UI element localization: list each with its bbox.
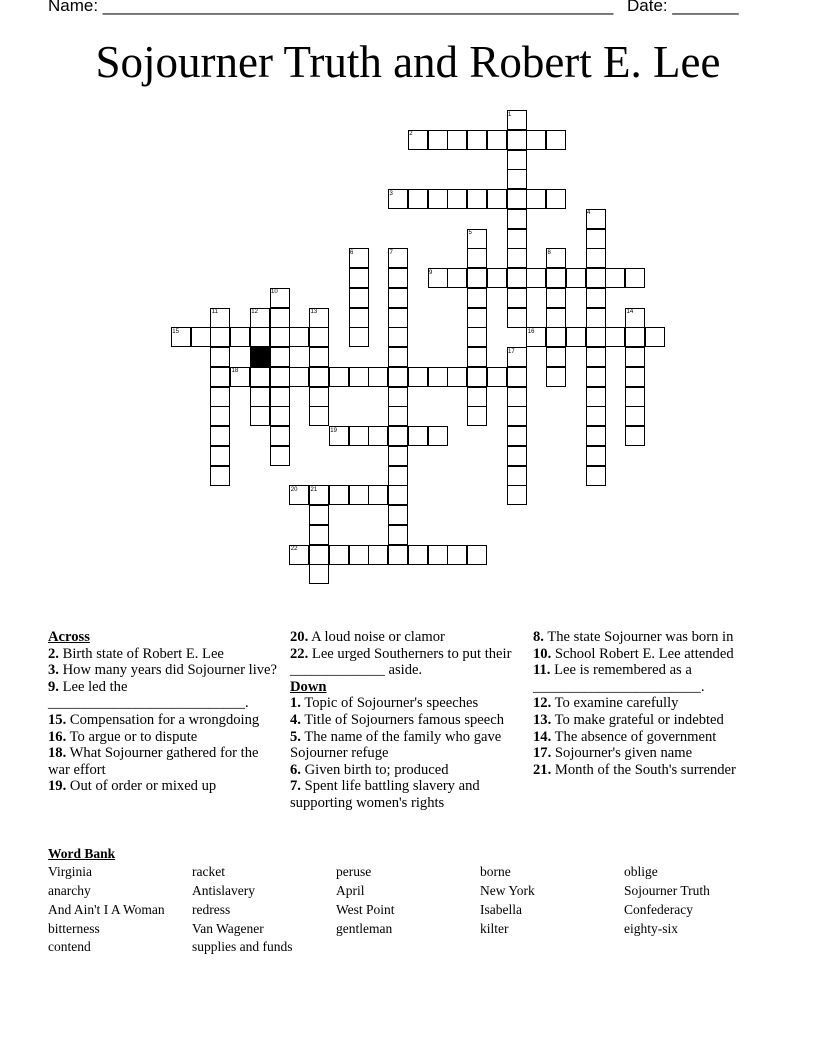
crossword-cell[interactable] <box>388 505 408 525</box>
clue-number-11: 11 <box>211 309 218 315</box>
crossword-cell[interactable] <box>507 130 527 150</box>
crossword-cell[interactable] <box>586 367 606 387</box>
crossword-cell[interactable] <box>428 189 448 209</box>
clue-number-15: 15 <box>172 328 179 335</box>
clue-number-1: 1 <box>508 111 512 118</box>
clue-number-18: 18 <box>231 368 239 375</box>
crossword-cell[interactable] <box>349 327 369 347</box>
crossword-cell[interactable] <box>605 327 625 347</box>
crossword-cell[interactable] <box>270 426 290 446</box>
word-bank-item: redress <box>192 902 231 917</box>
clue-number-20: 20 <box>290 486 298 493</box>
crossword-cell[interactable] <box>270 406 290 426</box>
crossword-cell[interactable] <box>625 347 645 367</box>
crossword-cell[interactable] <box>210 387 230 407</box>
across-heading: Across <box>48 629 90 645</box>
crossword-cell[interactable] <box>487 189 507 209</box>
crossword-cell[interactable] <box>210 347 230 367</box>
clue-number-10: 10 <box>271 289 278 296</box>
crossword-cell[interactable] <box>250 367 270 387</box>
crossword-cell[interactable] <box>467 130 487 150</box>
crossword-cell[interactable] <box>507 466 527 486</box>
crossword-cell[interactable] <box>586 308 606 328</box>
crossword-cell[interactable] <box>507 189 527 209</box>
crossword-cell[interactable] <box>625 268 645 288</box>
crossword-cell[interactable] <box>408 367 428 387</box>
crossword-cell[interactable] <box>210 406 230 426</box>
crossword-cell[interactable] <box>388 426 408 446</box>
word-bank-item: And Ain't I A Woman <box>48 902 165 917</box>
crossword-cell[interactable] <box>250 327 270 347</box>
crossword-cell[interactable] <box>250 406 270 426</box>
crossword-cell[interactable] <box>645 327 665 347</box>
clue-number-19: 19 <box>330 427 337 434</box>
clue-down-7: 7. Spent life battling slavery and supporting women's rights <box>290 778 480 811</box>
word-bank-item: April <box>336 883 365 898</box>
crossword-cell[interactable] <box>447 367 467 387</box>
clue-across-9: 9. Lee led the ___________________________. <box>48 678 249 712</box>
crossword-cell[interactable] <box>526 268 546 288</box>
crossword-cell[interactable] <box>368 545 388 565</box>
crossword-cell[interactable] <box>349 367 369 387</box>
crossword-cell[interactable] <box>467 189 487 209</box>
crossword-cell[interactable] <box>586 229 606 249</box>
crossword-cell[interactable] <box>447 545 467 565</box>
crossword-cell[interactable] <box>546 189 566 209</box>
clue-across-20: 20. A loud noise or clamor <box>290 629 445 645</box>
clue-number-16: 16 <box>527 328 535 335</box>
clue-number-14: 14 <box>626 309 634 315</box>
clue-number-21: 21 <box>310 486 318 493</box>
crossword-cell[interactable] <box>309 347 329 367</box>
crossword-cell[interactable] <box>329 367 349 387</box>
word-bank-item: Virginia <box>48 864 92 879</box>
crossword-cell[interactable] <box>309 367 329 387</box>
crossword-cell[interactable] <box>546 288 566 308</box>
crossword-cell[interactable] <box>467 387 487 407</box>
word-bank-item: Antislavery <box>192 883 255 898</box>
clue-number-17: 17 <box>508 348 515 355</box>
crossword-cell[interactable] <box>546 327 566 347</box>
clue-down-5: 5. The name of the family who gave Sojourner refuge <box>290 728 502 762</box>
crossword-cell[interactable] <box>447 268 467 288</box>
clue-number-8: 8 <box>547 249 551 256</box>
word-bank-heading: Word Bank <box>48 846 116 861</box>
down-clues-column-3 <box>533 629 768 778</box>
word-bank-item: Van Wagener <box>192 921 264 936</box>
crossword-cell[interactable] <box>309 327 329 347</box>
crossword-cell[interactable] <box>507 406 527 426</box>
crossword-cell[interactable] <box>546 367 566 387</box>
crossword-cell[interactable] <box>586 268 606 288</box>
crossword-cell[interactable] <box>487 130 507 150</box>
name-field-label: Name: ______________________________________________________ <box>48 0 614 15</box>
crossword-cell[interactable] <box>270 327 290 347</box>
crossword-cell[interactable] <box>467 308 487 328</box>
crossword-cell[interactable] <box>625 327 645 347</box>
clue-across-18: 18. What Sojourner gathered for the war effort <box>48 745 259 778</box>
crossword-cell[interactable] <box>428 367 448 387</box>
crossword-cell[interactable] <box>329 545 349 565</box>
crossword-cell[interactable] <box>507 248 527 268</box>
crossword-cell[interactable] <box>388 347 408 367</box>
crossword-cell[interactable] <box>210 426 230 446</box>
clue-across-16: 16. To argue or to dispute <box>48 728 198 745</box>
word-bank-item: oblige <box>624 864 658 879</box>
crossword-cell[interactable] <box>566 268 586 288</box>
crossword-cell[interactable] <box>408 189 428 209</box>
crossword-cell[interactable] <box>526 189 546 209</box>
clue-number-6: 6 <box>350 249 354 256</box>
crossword-cell[interactable] <box>388 446 408 466</box>
crossword-cell[interactable] <box>388 525 408 545</box>
word-bank-item: borne <box>480 864 511 879</box>
crossword-cell[interactable] <box>250 387 270 407</box>
crossword-cell[interactable] <box>309 505 329 525</box>
crossword-cell[interactable] <box>388 268 408 288</box>
word-bank-item: West Point <box>336 902 395 917</box>
clue-number-5: 5 <box>468 230 472 236</box>
crossword-cell[interactable] <box>349 268 369 288</box>
clue-down-21: 21. Month of the South's surrender <box>533 761 736 778</box>
crossword-cell[interactable] <box>566 327 586 347</box>
clue-across-22: 22. Lee urged Southerners to put their _____________ aside. <box>290 645 512 679</box>
crossword-cell[interactable] <box>349 288 369 308</box>
crossword-cell[interactable] <box>507 288 527 308</box>
crossword-cell[interactable] <box>447 130 467 150</box>
crossword-cell[interactable] <box>191 327 211 347</box>
crossword-cell[interactable] <box>507 387 527 407</box>
clue-number-7: 7 <box>389 249 393 256</box>
crossword-cell[interactable] <box>586 347 606 367</box>
crossword-cell[interactable] <box>507 308 527 328</box>
crossword-cell[interactable] <box>467 248 487 268</box>
word-bank-item: gentleman <box>336 921 393 936</box>
clue-number-4: 4 <box>587 210 591 217</box>
crossword-cell[interactable] <box>507 169 527 189</box>
crossword-cell[interactable] <box>507 268 527 288</box>
crossword-cell[interactable] <box>507 229 527 249</box>
crossword-cell[interactable] <box>586 406 606 426</box>
crossword-cell[interactable] <box>388 466 408 486</box>
clue-down-10: 10. School Robert E. Lee attended <box>533 645 734 662</box>
crossword-cell[interactable] <box>388 387 408 407</box>
word-bank-item: contend <box>48 939 91 954</box>
crossword-cell[interactable] <box>467 367 487 387</box>
crossword-cell[interactable] <box>605 268 625 288</box>
crossword-cell[interactable] <box>586 327 606 347</box>
crossword-cell[interactable] <box>467 327 487 347</box>
crossword-cell[interactable] <box>309 525 329 545</box>
crossword-cell[interactable] <box>289 367 309 387</box>
clue-number-12: 12 <box>251 309 258 315</box>
word-bank-item: anarchy <box>48 883 91 898</box>
crossword-cell[interactable] <box>586 288 606 308</box>
crossword-cell[interactable] <box>507 367 527 387</box>
crossword-cell[interactable] <box>586 387 606 407</box>
crossword-cell[interactable] <box>368 426 388 446</box>
crossword-cell[interactable] <box>467 268 487 288</box>
crossword-cell[interactable] <box>349 426 369 446</box>
crossword-cell[interactable] <box>625 367 645 387</box>
clue-down-17: 17. Sojourner's given name <box>533 745 693 762</box>
crossword-cell[interactable] <box>428 545 448 565</box>
crossword-cell[interactable] <box>270 347 290 367</box>
clue-number-2: 2 <box>409 131 413 138</box>
clue-number-13: 13 <box>310 309 318 315</box>
clue-down-1: 1. Topic of Sojourner's speeches <box>290 695 479 712</box>
clues-column-2 <box>290 629 525 812</box>
crossword-cell[interactable] <box>270 446 290 466</box>
crossword-cell[interactable] <box>546 268 566 288</box>
clue-down-14: 14. The absence of government <box>533 728 717 745</box>
crossword-cell[interactable] <box>270 367 290 387</box>
word-bank-item: Sojourner Truth <box>624 883 710 898</box>
word-bank-item: Confederacy <box>624 902 693 917</box>
crossword-cell[interactable] <box>526 130 546 150</box>
word-bank-item: Isabella <box>480 902 522 917</box>
clue-across-19: 19. Out of order or mixed up <box>48 778 217 795</box>
crossword-cell[interactable] <box>329 485 349 505</box>
crossword-cell[interactable] <box>467 406 487 426</box>
clue-down-4: 4. Title of Sojourners famous speech <box>290 711 505 728</box>
crossword-cell[interactable] <box>349 485 369 505</box>
crossword-cell[interactable] <box>625 426 645 446</box>
across-clues-column-1 <box>48 629 283 795</box>
crossword-cell[interactable] <box>507 426 527 446</box>
crossword-cell[interactable] <box>408 426 428 446</box>
clue-down-8: 8. The state Sojourner was born in <box>533 629 734 645</box>
crossword-cell[interactable] <box>447 189 467 209</box>
crossword-cell[interactable] <box>349 545 369 565</box>
crossword-cell[interactable] <box>507 485 527 505</box>
crossword-cell[interactable] <box>586 446 606 466</box>
crossword-cell[interactable] <box>210 446 230 466</box>
crossword-cell[interactable] <box>487 268 507 288</box>
crossword-cell[interactable] <box>625 387 645 407</box>
crossword-cell[interactable] <box>388 308 408 328</box>
crossword-cell[interactable] <box>428 426 448 446</box>
crossword-cell[interactable] <box>368 485 388 505</box>
crossword-cell[interactable] <box>230 327 250 347</box>
crossword-cell[interactable] <box>467 347 487 367</box>
clue-down-6: 6. Given birth to; produced <box>290 761 449 778</box>
crossword-cell[interactable] <box>289 327 309 347</box>
word-bank-item: New York <box>480 883 535 898</box>
crossword-cell[interactable] <box>349 308 369 328</box>
crossword-block <box>250 347 270 367</box>
crossword-cell[interactable] <box>586 426 606 446</box>
crossword-cell[interactable] <box>586 248 606 268</box>
crossword-cell[interactable] <box>388 367 408 387</box>
clue-down-11: 11. Lee is remembered as a _______________________. <box>533 662 705 695</box>
word-bank-item: kilter <box>480 921 509 936</box>
crossword-cell[interactable] <box>487 367 507 387</box>
crossword-cell[interactable] <box>210 367 230 387</box>
crossword-cell[interactable] <box>428 130 448 150</box>
clue-down-13: 13. To make grateful or indebted <box>533 711 724 728</box>
crossword-cell[interactable] <box>309 387 329 407</box>
crossword-cell[interactable] <box>388 327 408 347</box>
crossword-cell[interactable] <box>210 466 230 486</box>
clue-down-12: 12. To examine carefully <box>533 695 679 712</box>
crossword-cell[interactable] <box>507 150 527 170</box>
crossword-cell[interactable] <box>309 545 329 565</box>
crossword-cell[interactable] <box>309 564 329 584</box>
page-title: Sojourner Truth and Robert E. Lee <box>95 37 721 87</box>
word-bank-item: supplies and funds <box>192 939 293 954</box>
crossword-cell[interactable] <box>546 308 566 328</box>
clue-number-9: 9 <box>429 269 433 276</box>
crossword-cell[interactable] <box>270 387 290 407</box>
crossword-cell[interactable] <box>467 545 487 565</box>
crossword-cell[interactable] <box>309 406 329 426</box>
word-bank-item: racket <box>192 864 225 879</box>
down-heading: Down <box>290 678 327 695</box>
date-field-label: Date: _______ <box>627 0 739 15</box>
crossword-cell[interactable] <box>408 545 428 565</box>
crossword-cell[interactable] <box>467 288 487 308</box>
crossword-cell[interactable] <box>388 406 408 426</box>
clue-number-3: 3 <box>389 190 393 197</box>
crossword-cell[interactable] <box>210 327 230 347</box>
crossword-cell[interactable] <box>625 406 645 426</box>
clue-across-2: 2. Birth state of Robert E. Lee <box>48 645 224 662</box>
crossword-cell[interactable] <box>546 130 566 150</box>
clue-number-22: 22 <box>290 546 298 552</box>
clue-across-15: 15. Compensation for a wrongdoing <box>48 711 260 728</box>
crossword-cell[interactable] <box>388 545 408 565</box>
crossword-cell[interactable] <box>546 347 566 367</box>
crossword-cell[interactable] <box>507 446 527 466</box>
crossword-cell[interactable] <box>368 367 388 387</box>
word-bank-item: eighty-six <box>624 921 678 936</box>
crossword-cell[interactable] <box>388 288 408 308</box>
word-bank-item: bitterness <box>48 921 100 936</box>
crossword-cell[interactable] <box>507 209 527 229</box>
word-bank-item: peruse <box>336 864 372 879</box>
crossword-cell[interactable] <box>388 485 408 505</box>
clue-across-3: 3. How many years did Sojourner live? <box>48 662 278 679</box>
crossword-cell[interactable] <box>270 308 290 328</box>
crossword-cell[interactable] <box>586 466 606 486</box>
